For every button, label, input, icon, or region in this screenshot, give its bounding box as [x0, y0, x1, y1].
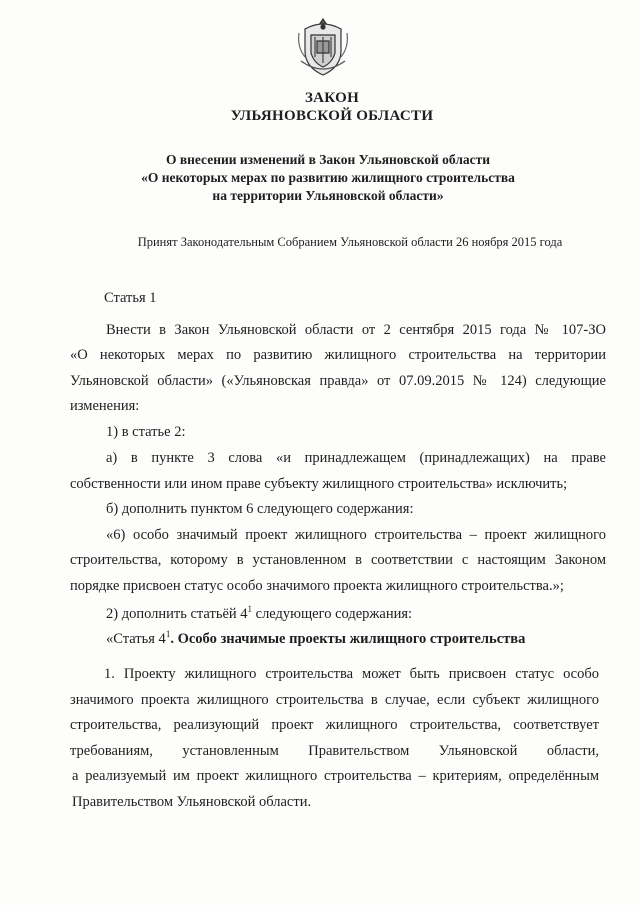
text-line: собственности или ином праве субъекту жилищного строительства» исключить; — [70, 476, 568, 492]
text-line: требованиям, установленным Правительством Ульяновской области, — [70, 743, 599, 759]
text-line: строительства, реализующий проект жилищного строительства, соответствует — [70, 717, 599, 733]
text-line: строительства, которому в установленном в соответствии с настоящим Законом — [70, 552, 606, 568]
text-line: Ульяновской области» («Ульяновская правда» от 07.09.2015 № 124) следующие — [70, 373, 606, 389]
text-line: порядке присвоен статус особо значимого проекта жилищного строительства.»; — [70, 578, 564, 594]
text-line: а) в пункте 3 слова «и принадлежащем (принадлежащих) на праве — [106, 450, 606, 466]
law-subtitle-line-1: О внесении изменений в Закон Ульяновской области — [165, 152, 491, 167]
superscript: 1 — [247, 604, 253, 614]
list-item: 1) в статье 2: — [106, 424, 186, 440]
text-line: значимого проекта жилищного строительства в случае, если субъект жилищного — [70, 692, 599, 708]
text-line: а реализуемый им проект жилищного строительства – критериям, определённым — [72, 768, 599, 784]
superscript: 1 — [165, 629, 171, 639]
law-region-title: УЛЬЯНОВСКОЙ ОБЛАСТИ — [230, 108, 434, 124]
law-title: ЗАКОН — [304, 90, 360, 106]
text-fragment: следующего содержания: — [252, 605, 413, 622]
text-line: 1. Проекту жилищного строительства может быть присвоен статус особо — [104, 666, 599, 682]
text-line: «6) особо значимый проект жилищного строительства – проект жилищного — [106, 527, 606, 543]
list-item — [106, 604, 412, 623]
adoption-note: Принят Законодательным Собранием Ульяновской области 26 ноября 2015 года — [137, 235, 563, 249]
text-line: изменения: — [70, 398, 140, 414]
list-item: б) дополнить пунктом 6 следующего содержания: — [106, 501, 414, 517]
law-subtitle-line-3: на территории Ульяновской области» — [212, 188, 444, 203]
text-line: «О некоторых мерах по развитию жилищного строительства на территории — [70, 347, 606, 363]
text-line: Правительством Ульяновской области. — [72, 794, 312, 810]
law-subtitle-line-2: «О некоторых мерах по развитию жилищного строительства — [141, 170, 515, 185]
text-line: Внести в Закон Ульяновской области от 2 сентября 2015 года № 107-ЗО — [106, 322, 606, 338]
text-fragment: . Особо значимые проекты жилищного строительства — [170, 630, 526, 647]
text-fragment: 2) дополнить статьёй 4 — [106, 605, 248, 622]
article-heading: Статья 1 — [104, 290, 157, 306]
coat-of-arms-icon — [295, 15, 351, 79]
text-fragment: «Статья 4 — [106, 630, 166, 647]
article-4-1-heading — [106, 629, 525, 648]
